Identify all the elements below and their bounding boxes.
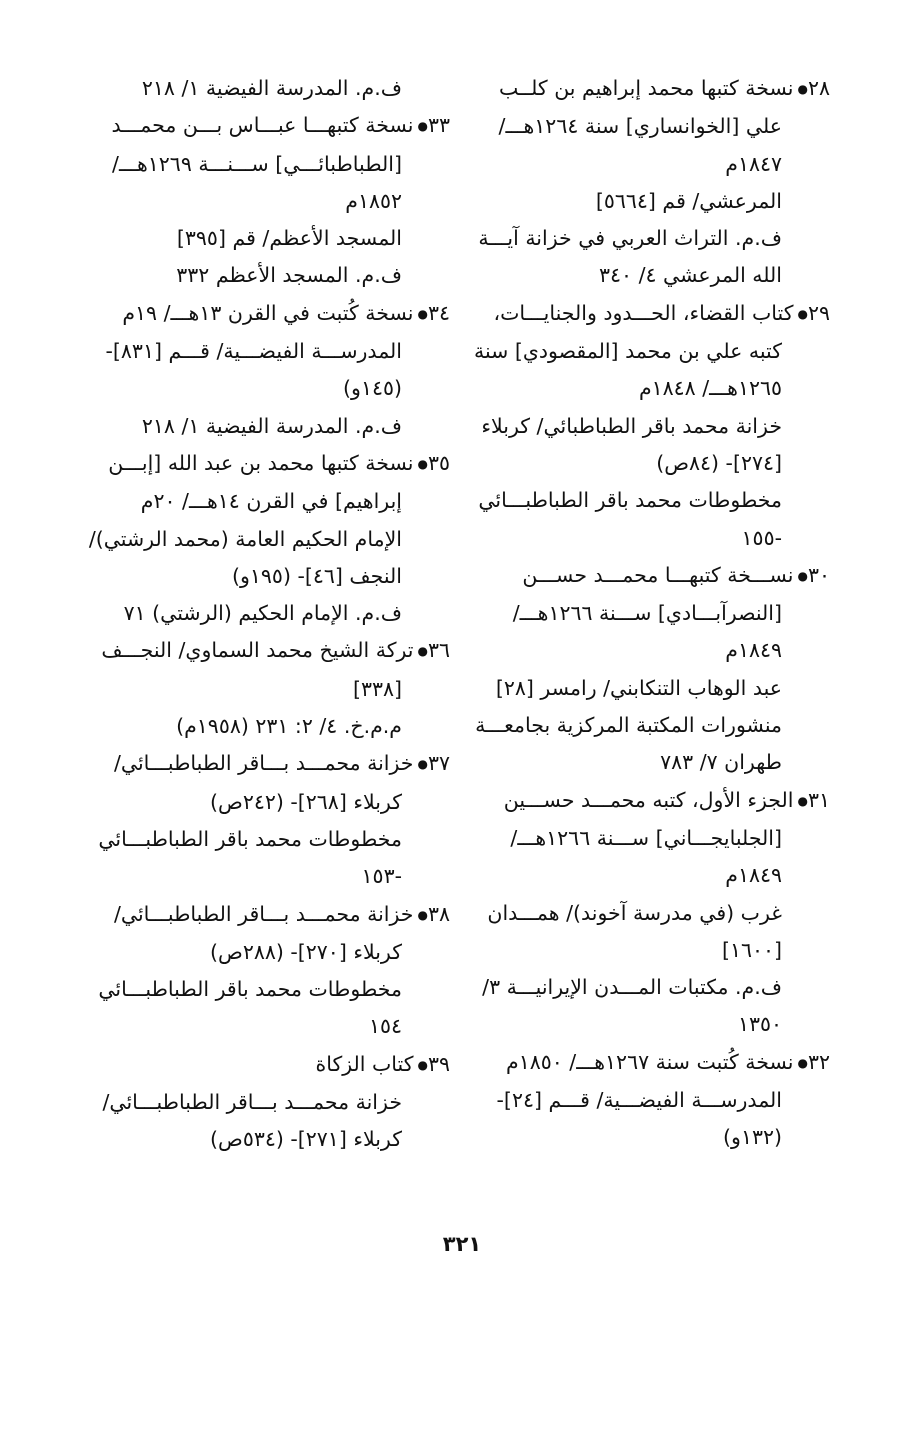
entry-text: نسخة كتبها محمد إبراهيم بن كلــب: [498, 76, 794, 100]
catalog-entry: [98, 632, 450, 745]
entry-line: ١٨٤٩م: [725, 638, 782, 663]
bullet-icon: ●: [417, 119, 428, 134]
bullet-icon: ●: [417, 757, 428, 772]
bullet-icon: ●: [797, 568, 808, 583]
bullet-icon: ●: [797, 82, 808, 96]
entry-line: ١٥٤: [368, 1014, 402, 1039]
entry-number: ٣٤: [427, 300, 450, 325]
entry-text: نســـخة كتبهـــا محمـــد حســـن: [522, 562, 794, 587]
catalog-entry: [478, 70, 830, 295]
entry-line: مخطوطات محمد باقر الطباطبـــائي: [478, 488, 782, 513]
entry-line: النجف [٤٦]- (١٩٥و): [231, 563, 402, 588]
catalog-entry: [98, 107, 450, 294]
entry-number: ٣٦: [427, 638, 450, 663]
entry-first-line: [98, 745, 450, 783]
entry-line: [الطباطبائـــي] ســـنـــة ١٢٦٩هـــ/: [112, 151, 402, 176]
entry-text: خزانة محمـــد بـــاقر الطباطبـــائي/: [113, 901, 414, 926]
entry-text: نسخة كتبها محمد بن عبد الله [إبـــن: [108, 450, 414, 475]
entry-text: نسخة كتبهـــا عبـــاس بـــن محمـــد: [111, 113, 414, 138]
catalog-entry: [98, 70, 450, 107]
entry-first-line: [98, 295, 450, 333]
entry-line: عبد الوهاب التنكابني/ رامسر [٢٨]: [495, 675, 782, 700]
entry-line: خزانة محمد باقر الطباطبائي/ كربلاء: [481, 413, 782, 438]
bullet-icon: ●: [417, 456, 428, 471]
entry-line: إبراهيم] في القرن ١٤هـــ/ ٢٠م: [140, 489, 402, 514]
bullet-icon: ●: [417, 644, 428, 659]
entry-number: ٣١: [807, 787, 830, 812]
entry-line: ف.م. المدرسة الفيضية ١/ ٢١٨: [141, 76, 402, 100]
entry-first-line: [478, 295, 830, 333]
entry-line: ١٨٤٩م: [725, 863, 782, 888]
entry-line: علي [الخوانساري] سنة ١٢٦٤هـــ/: [498, 114, 782, 139]
entry-line: م.م.خ. ٤/ ٢: ٢٣١ (١٩٥٨م): [176, 714, 402, 739]
right-column: [473, 70, 830, 1157]
entry-line: الله المرعشي ٤/ ٣٤٠: [599, 263, 782, 288]
entry-line: [٣٣٨]: [352, 676, 402, 701]
entry-first-line: [98, 1046, 450, 1084]
entry-line: ١٨٤٧م: [725, 151, 782, 176]
entry-line: خزانة محمـــد بـــاقر الطباطبـــائي/: [102, 1090, 402, 1115]
page-number: ٣٢١: [442, 1232, 482, 1256]
entry-text: كتاب الزكاة: [315, 1051, 414, 1076]
entry-text: الجزء الأول، كتبه محمـــد حســـين: [503, 787, 794, 812]
entry-line: المدرســـة الفيضـــية/ قـــم [٢٤]-: [496, 1088, 782, 1113]
entry-line: ف.م. المسجد الأعظم ٣٣٢: [176, 263, 402, 288]
entry-line: الإمام الحكيم العامة (محمد الرشتي)/: [88, 526, 402, 551]
entry-line: ف.م. التراث العربي في خزانة آيـــة: [478, 226, 782, 251]
entry-line: غرب (في مدرسة آخوند)/ همـــدان: [487, 900, 782, 925]
entry-line: ف.م. مكتبات المـــدن الإيرانيـــة ٣/: [482, 975, 782, 1000]
catalog-entry: [473, 295, 830, 557]
catalog-entry: [475, 557, 830, 782]
entry-line: كربلاء [٢٧١]- (٥٣٤ص): [210, 1127, 402, 1152]
entry-first-line: [98, 107, 450, 145]
catalog-entry: [98, 896, 450, 1046]
entry-text: نسخة كُتبت في القرن ١٣هـــ/ ١٩م: [122, 300, 414, 325]
entry-number: ٢٨: [807, 76, 830, 100]
entry-line: [١٦٠٠]: [721, 937, 782, 962]
entry-line: ١٨٥٢م: [345, 188, 402, 213]
entry-first-line: [98, 896, 450, 934]
bullet-icon: ●: [417, 907, 428, 922]
entry-number: ٣٣: [427, 113, 450, 138]
entry-text: تركة الشيخ محمد السماوي/ النجـــف: [101, 638, 414, 663]
entry-line: منشورات المكتبة المركزية بجامعـــة: [475, 713, 782, 738]
entry-first-line: [98, 445, 450, 483]
catalog-entry: [478, 782, 830, 1044]
entry-line: كتبه علي بن محمد [المقصودي] سنة: [473, 339, 782, 364]
left-column: [88, 70, 450, 1159]
entry-text: كتاب القضاء، الحـــدود والجنايـــات،: [493, 300, 794, 325]
entry-first-line: [478, 782, 830, 820]
entry-line: ١٣٥٠: [737, 1012, 782, 1037]
entry-number: ٣٨: [427, 901, 450, 926]
catalog-entry: [98, 1046, 450, 1159]
entry-number: ٢٩: [807, 300, 830, 325]
entry-line: مخطوطات محمد باقر الطباطبـــائي: [98, 977, 402, 1002]
entry-line: المرعشي/ قم [٥٦٦٤]: [595, 188, 782, 213]
entry-first-line: [98, 632, 450, 670]
entry-line: (١٤٥و): [343, 376, 402, 401]
entry-line: مخطوطات محمد باقر الطباطبـــائي: [98, 826, 402, 851]
entry-first-line: [478, 70, 830, 108]
catalog-entry: [98, 295, 450, 445]
entry-line: [الجلبايجـــاني] ســـنة ١٢٦٦هـــ/: [510, 825, 782, 850]
entry-line: طهران ٧/ ٧٨٣: [660, 750, 782, 775]
bullet-icon: ●: [417, 306, 428, 321]
entry-first-line: [478, 1044, 830, 1082]
entry-line: كربلاء [٢٧٠]- (٢٨٨ص): [210, 939, 402, 964]
entry-line: -١٥٥: [741, 525, 782, 550]
catalog-entry: [478, 1044, 830, 1157]
bullet-icon: ●: [417, 1057, 428, 1072]
entry-line: [٢٧٤]- (٨٤ص): [656, 450, 782, 475]
entry-first-line: [478, 557, 830, 595]
entry-line: (١٣٢و): [723, 1125, 782, 1150]
bullet-icon: ●: [797, 306, 808, 321]
entry-line: ١٢٦٥هـــ/ ١٨٤٨م: [638, 376, 782, 401]
entry-number: ٣٩: [427, 1051, 450, 1076]
entry-line: كربلاء [٢٦٨]- (٢٤٢ص): [210, 789, 402, 814]
entry-line: [النصرآبـــادي] ســـنة ١٢٦٦هـــ/: [512, 601, 782, 626]
entry-number: ٣٢: [807, 1049, 830, 1074]
catalog-entry: [98, 745, 450, 895]
entry-line: المدرســـة الفيضـــية/ قـــم [٨٣١]-: [105, 339, 402, 364]
entry-line: ف.م. الإمام الحكيم (الرشتي) ٧١: [123, 601, 402, 626]
entry-line: -١٥٣: [361, 864, 402, 889]
entry-number: ٣٠: [807, 562, 830, 587]
entry-line: المسجد الأعظم/ قم [٣٩٥]: [176, 226, 402, 251]
entry-text: خزانة محمـــد بـــاقر الطباطبـــائي/: [113, 751, 414, 776]
bullet-icon: ●: [797, 1055, 808, 1070]
entry-number: ٣٥: [427, 450, 450, 475]
entry-line: ف.م. المدرسة الفيضية ١/ ٢١٨: [141, 413, 402, 438]
entry-text: نسخة كُتبت سنة ١٢٦٧هـــ/ ١٨٥٠م: [506, 1049, 794, 1074]
entry-number: ٣٧: [427, 751, 450, 776]
catalog-entry: [88, 445, 450, 632]
bullet-icon: ●: [797, 793, 808, 808]
